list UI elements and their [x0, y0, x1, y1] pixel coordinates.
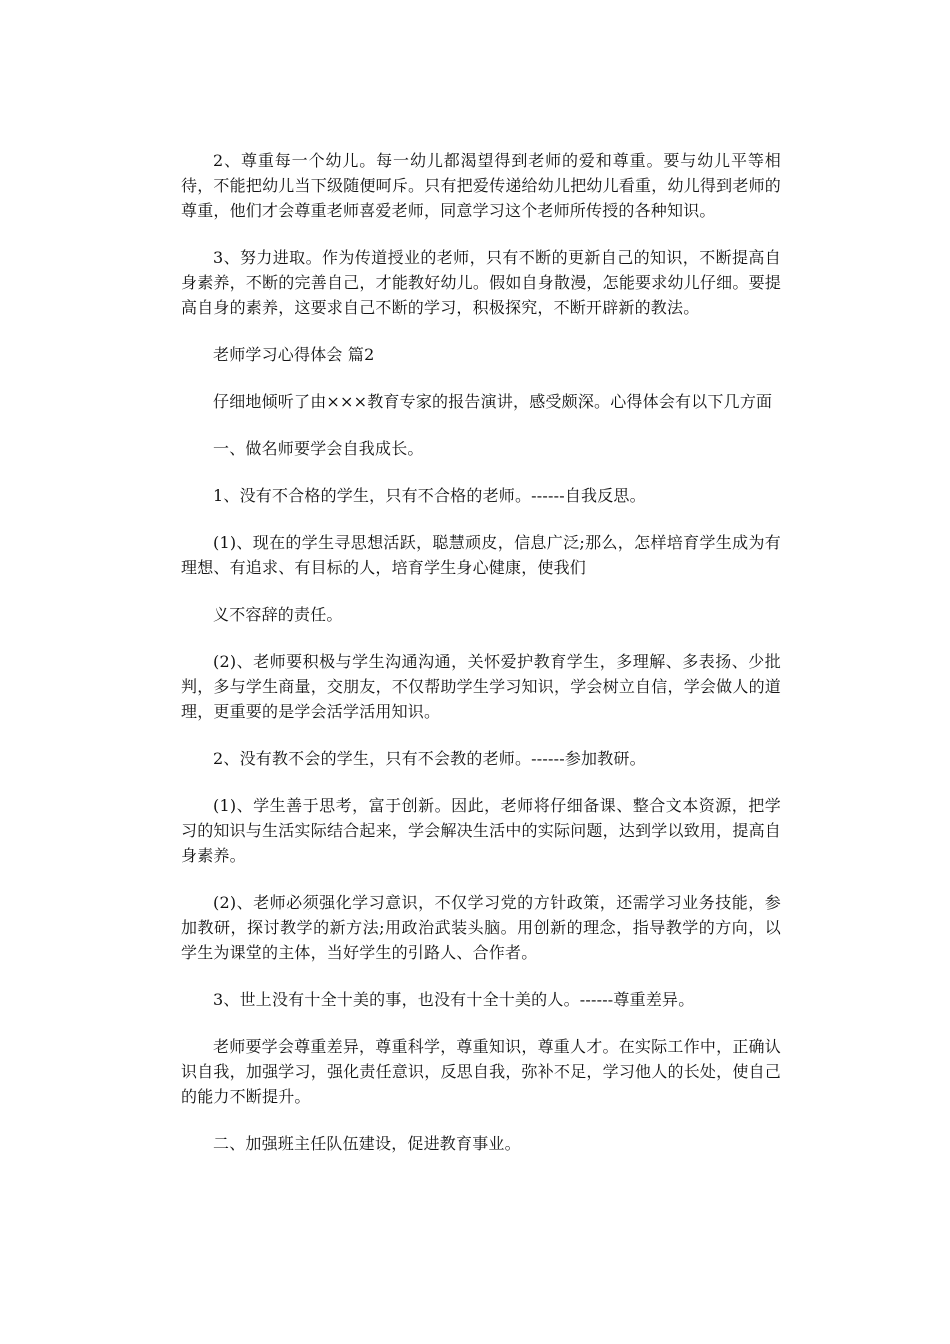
paragraph-learning-awareness: (2)、老师必须强化学习意识，不仅学习党的方针政策，还需学习业务技能，参加教研，探讨教学的新方法;用政治武装头脑。用创新的理念，指导教学的方向，以学生为课堂的主体，当好学生的引路人、合作者。 [181, 893, 781, 962]
heading-class-teacher-team: 二、加强班主任队伍建设，促进教育事业。 [213, 1134, 521, 1153]
document-body [181, 148, 781, 1178]
heading-self-reflection: 1、没有不合格的学生，只有不合格的老师。------自我反思。 [213, 486, 646, 505]
heading-self-growth: 一、做名师要学会自我成长。 [213, 439, 424, 458]
paragraph-respect-each-child: 2、尊重每一个幼儿。每一幼儿都渴望得到老师的爱和尊重。要与幼儿平等相待，不能把幼儿当下级随便呵斥。只有把爱传递给幼儿把幼儿看重，幼儿得到老师的尊重，他们才会尊重老师喜爱老师，同意学习这个老师所传授的各种知识。 [181, 151, 781, 220]
heading-teaching-research: 2、没有教不会的学生，只有不会教的老师。------参加教研。 [213, 749, 646, 768]
paragraph-respect-differences: 老师要学会尊重差异，尊重科学，尊重知识，尊重人才。在实际工作中，正确认识自我，加强学习，强化责任意识，反思自我，弥补不足，学习他人的长处，使自己的能力不断提升。 [181, 1037, 781, 1106]
heading-respect-differences: 3、世上没有十全十美的事，也没有十全十美的人。------尊重差异。 [213, 990, 695, 1009]
paragraph-students-think: (1)、学生善于思考，富于创新。因此，老师将仔细备课、整合文本资源，把学习的知识与生活实际结合起来，学会解决生活中的实际问题，达到学以致用，提高自身素养。 [181, 796, 781, 865]
paragraph-intro: 仔细地倾听了由×××教育专家的报告演讲，感受颇深。心得体会有以下几方面 [213, 392, 773, 411]
paragraph-duty: 义不容辞的责任。 [213, 605, 343, 624]
section-heading-part-2: 老师学习心得体会 篇2 [213, 345, 375, 364]
paragraph-students-active: (1)、现在的学生寻思想活跃，聪慧顽皮，信息广泛;那么，怎样培育学生成为有理想、有追求、有目标的人，培育学生身心健康，使我们 [181, 533, 781, 577]
paragraph-communicate: (2)、老师要积极与学生沟通沟通，关怀爱护教育学生，多理解、多表扬、少批判，多与学生商量，交朋友，不仅帮助学生学习知识，学会树立自信，学会做人的道理，更重要的是学会活学活用知识。 [181, 652, 781, 721]
paragraph-strive-forward: 3、努力进取。作为传道授业的老师，只有不断的更新自己的知识，不断提高自身素养，不断的完善自己，才能教好幼儿。假如自身散漫，怎能要求幼儿仔细。要提高自身的素养，这要求自己不断的学习，积极探究，不断开辟新的教法。 [181, 248, 781, 317]
